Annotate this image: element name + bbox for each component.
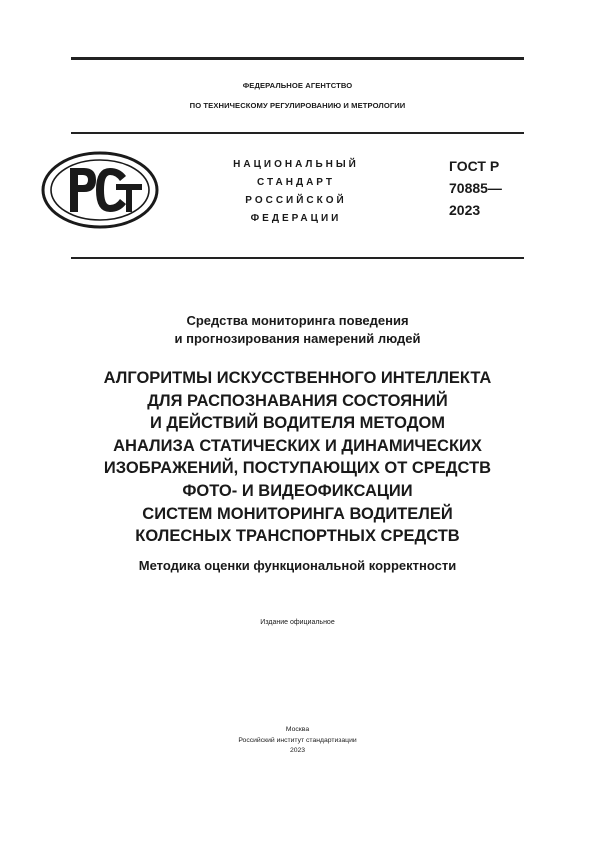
standard-type-line: НАЦИОНАЛЬНЫЙ (233, 159, 359, 170)
top-rule (71, 57, 524, 60)
title-line: И ДЕЙСТВИЙ ВОДИТЕЛЯ МЕТОДОМ (149, 414, 446, 433)
header-rule (71, 132, 524, 134)
subtitle-line: и прогнозирования намерений людей (174, 331, 421, 346)
agency-name-line1: ФЕДЕРАЛЬНОЕ АГЕНТСТВО (242, 81, 353, 90)
standard-type-line: ФЕДЕРАЦИИ (250, 213, 342, 224)
title-line: СИСТЕМ МОНИТОРИНГА ВОДИТЕЛЕЙ (142, 504, 453, 523)
designation-line: 2023 (449, 202, 481, 218)
agency-name-line2: ПО ТЕХНИЧЕСКОМУ РЕГУЛИРОВАНИЮ И МЕТРОЛОГИИ (189, 101, 406, 110)
title-line: КОЛЕСНЫХ ТРАНСПОРТНЫХ СРЕДСТВ (135, 527, 460, 546)
method-subtitle: Методика оценки функциональной корректности (138, 558, 457, 573)
standard-type (196, 156, 396, 228)
title-line: ИЗОБРАЖЕНИЙ, ПОСТУПАЮЩИХ ОТ СРЕДСТВ (103, 459, 492, 478)
standard-type-line: РОССИЙСКОЙ (245, 195, 347, 206)
title-line: ФОТО- И ВИДЕОФИКСАЦИИ (182, 481, 413, 500)
gost-r-logo-icon (40, 150, 160, 230)
imprint-city: Москва (285, 726, 310, 733)
imprint-publisher: Российский институт стандартизации (238, 736, 357, 744)
document-title (30, 367, 565, 548)
edition-note: Издание официальное (260, 619, 335, 626)
standard-designation (449, 155, 502, 221)
title-line: АНАЛИЗА СТАТИЧЕСКИХ И ДИНАМИЧЕСКИХ (113, 436, 482, 455)
section-rule (71, 257, 524, 259)
title-line: ДЛЯ РАСПОЗНАВАНИЯ СОСТОЯНИЙ (147, 391, 448, 410)
designation-line: ГОСТ Р (449, 158, 500, 174)
subtitle-line: Средства мониторинга поведения (186, 313, 409, 328)
document-subtitle (71, 312, 524, 348)
title-line: АЛГОРИТМЫ ИСКУССТВЕННОГО ИНТЕЛЛЕКТА (103, 369, 492, 387)
imprint-year: 2023 (289, 747, 306, 754)
imprint (71, 725, 524, 757)
standard-type-line: СТАНДАРТ (257, 177, 335, 188)
designation-line: 70885— (449, 180, 502, 196)
